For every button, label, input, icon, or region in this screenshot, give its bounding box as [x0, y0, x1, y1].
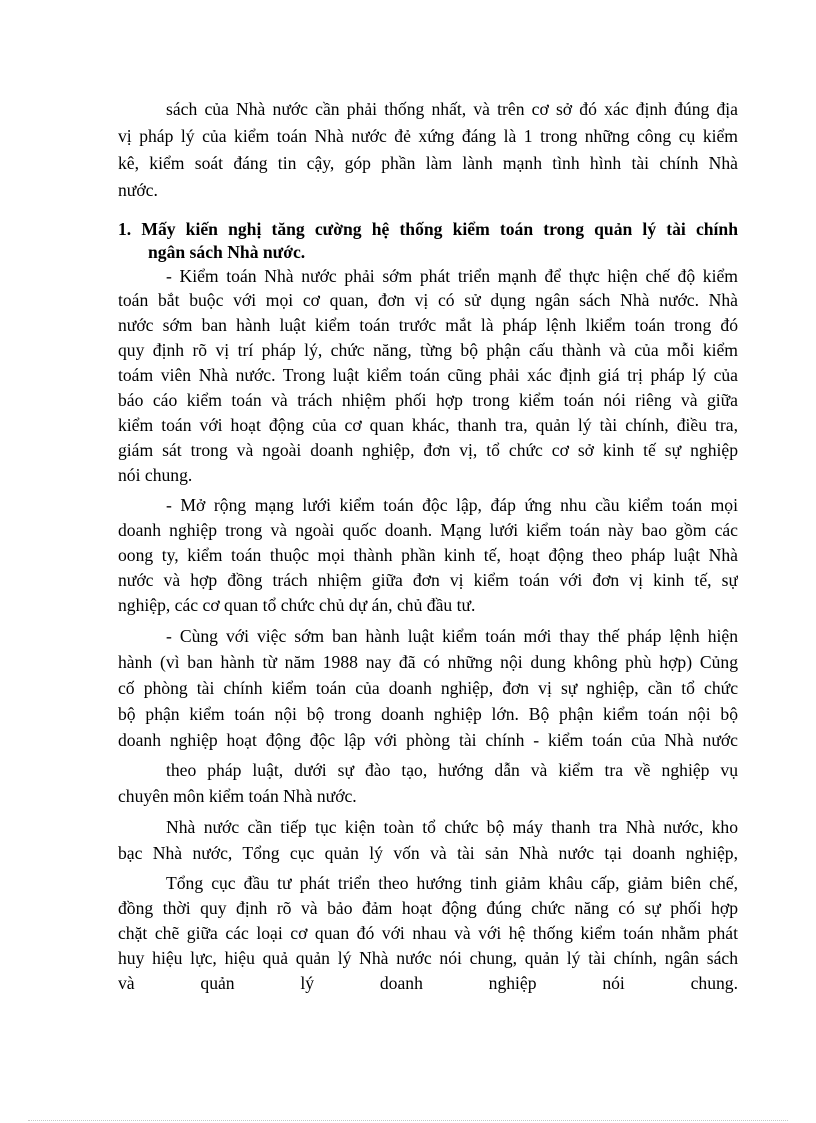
text-line: kê, kiểm soát đáng tin cậy, góp phần làm lành mạnh tình hình tài chính Nhà — [118, 153, 738, 173]
page-bottom-divider — [28, 1120, 788, 1121]
text-line: báo cáo kiểm toán và trách nhiệm phối hợp trong kiểm toán nói riêng và giữa — [118, 390, 738, 410]
text-line: - Kiểm toán Nhà nước phải sớm phát triển mạnh để thực hiện chế độ kiểm — [166, 266, 738, 286]
text-line: sách của Nhà nước cần phải thống nhất, và trên cơ sở đó xác định đúng địa — [166, 99, 738, 119]
text-line: cố phòng tài chính kiểm toán của doanh nghiệp, đơn vị sự nghiệp, cần tổ chức — [118, 678, 738, 698]
text-line: - Mở rộng mạng lưới kiểm toán độc lập, đáp ứng nhu cầu kiểm toán mọi — [166, 495, 738, 515]
text-line: vị pháp lý của kiểm toán Nhà nước đẻ xứng đáng là 1 trong những công cụ kiểm — [118, 126, 738, 146]
text-line: theo pháp luật, dưới sự đào tạo, hướng dẫn và kiểm tra về nghiệp vụ — [166, 760, 738, 780]
text-line: nghiệp, các cơ quan tổ chức chủ dự án, chủ đầu tư. — [118, 595, 476, 615]
text-line: bạc Nhà nước, Tổng cục quản lý vốn và tài sản Nhà nước tại doanh nghiệp, — [118, 843, 738, 863]
text-line: Tổng cục đầu tư phát triển theo hướng tinh giảm khâu cấp, giảm biên chế, — [166, 873, 738, 893]
text-line: giám sát trong và ngoài doanh nghiệp, đơn vị, tổ chức cơ sở kinh tế sự nghiệp — [118, 440, 738, 460]
section-heading: ngân sách Nhà nước. — [148, 242, 306, 262]
text-line: nói chung. — [118, 465, 193, 485]
text-line: toán bắt buộc với mọi cơ quan, đơn vị có sử dụng ngân sách Nhà nước. Nhà — [118, 290, 738, 310]
text-line: oong ty, kiểm toán thuộc mọi thành phần kinh tế, hoạt động theo pháp luật Nhà — [118, 545, 738, 565]
text-line: nước và hợp đồng trách nhiệm giữa đơn vị kiểm toán với đơn vị kinh tế, sự — [118, 570, 738, 590]
text-line: kiểm toán với hoạt động của cơ quan khác, thanh tra, quản lý tài chính, điều tra, — [118, 415, 738, 435]
text-line: huy hiệu lực, hiệu quả quản lý Nhà nước nói chung, quản lý tài chính, ngân sách — [118, 948, 738, 968]
section-heading: 1. Mấy kiến nghị tăng cường hệ thống kiểm toán trong quản lý tài chính — [118, 219, 738, 239]
text-line: doanh nghiệp hoạt động độc lập với phòng tài chính - kiểm toán của Nhà nước — [118, 730, 738, 750]
text-line: bộ phận kiểm toán nội bộ trong doanh nghiệp lớn. Bộ phận kiểm toán nội bộ — [118, 704, 738, 724]
text-line: và quản lý doanh nghiệp nói chung. — [118, 973, 738, 993]
text-line: quy định rõ vị trí pháp lý, chức năng, từng bộ phận cấu thành và của mỗi kiểm — [118, 340, 738, 360]
text-line: toám viên Nhà nước. Trong luật kiểm toán cũng phải xác định giá trị pháp lý của — [118, 365, 738, 385]
text-line: hành (vì ban hành từ năm 1988 nay đã có những nội dung không phù hợp) Củng — [118, 652, 738, 672]
text-line: - Cùng với việc sớm ban hành luật kiểm toán mới thay thế pháp lệnh hiện — [166, 626, 738, 646]
text-line: Nhà nước cần tiếp tục kiện toàn tổ chức bộ máy thanh tra Nhà nước, kho — [166, 817, 738, 837]
text-line: chuyên môn kiểm toán Nhà nước. — [118, 786, 357, 806]
text-line: nước. — [118, 180, 158, 200]
text-line: nước sớm ban hành luật kiểm toán trước mắt là pháp lệnh lkiểm toán trong đó — [118, 315, 738, 335]
text-line: doanh nghiệp trong và ngoài quốc doanh. Mạng lưới kiểm toán này bao gồm các — [118, 520, 738, 540]
text-line: chặt chẽ giữa các loại cơ quan đó với nhau và với hệ thống kiểm toán nhằm phát — [118, 923, 738, 943]
text-line: đồng thời quy định rõ và bảo đảm hoạt động đúng chức năng có sự phối hợp — [118, 898, 738, 918]
